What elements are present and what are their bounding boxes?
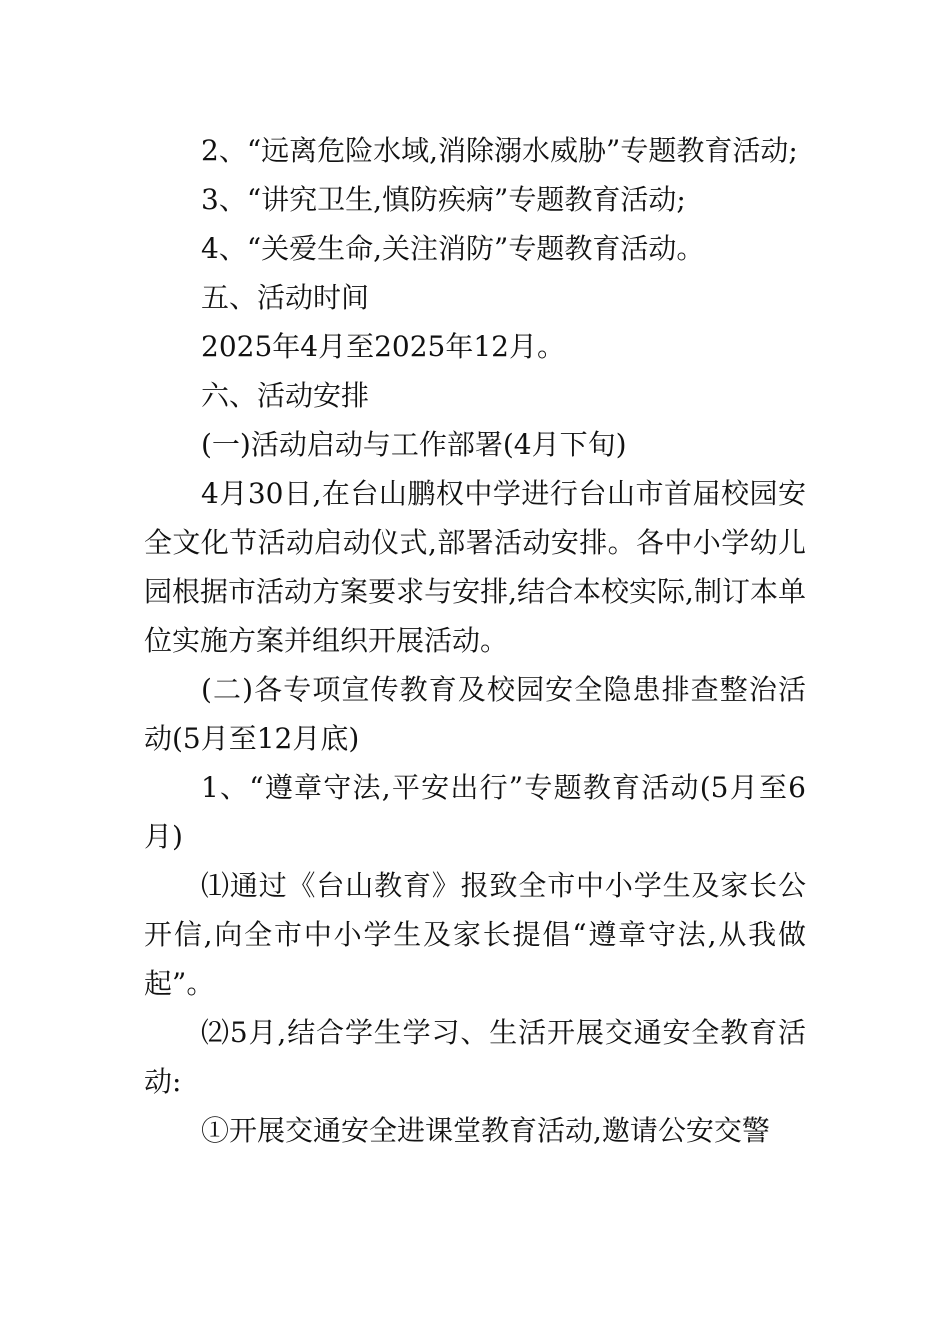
document-body	[144, 126, 806, 1155]
paragraph-item-fire-safety: 4、“关爱生命,关注消防”专题教育活动。	[201, 232, 705, 265]
subsection-heading-special-campaigns: (二)各专项宣传教育及校园安全隐患排查整治活动(5月至12月底)	[144, 673, 806, 755]
paragraph-classroom-education: ①开展交通安全进课堂教育活动,邀请公安交警	[201, 1114, 770, 1147]
section-heading-activity-time: 五、活动时间	[201, 281, 370, 314]
paragraph-launch-details: 4月30日,在台山鹏权中学进行台山市首届校园安全文化节活动启动仪式,部署活动安排。各中小学幼儿园根据市活动方案要求与安排,结合本校实际,制订本单位实施方案并组织开展活动。	[144, 477, 806, 657]
activity-time-range: 2025年4月至2025年12月。	[201, 330, 565, 363]
subsection-heading-launch: (一)活动启动与工作部署(4月下旬)	[201, 428, 627, 461]
section-heading-activity-arrangement: 六、活动安排	[201, 379, 370, 412]
paragraph-item-traffic-safety: 1、“遵章守法,平安出行”专题教育活动(5月至6月)	[144, 771, 806, 853]
paragraph-open-letter: ⑴通过《台山教育》报致全市中小学生及家长公开信,向全市中小学生及家长提倡“遵章守法,从我做起”。	[144, 869, 806, 1000]
paragraph-may-activities: ⑵5月,结合学生学习、生活开展交通安全教育活动:	[144, 1016, 806, 1098]
paragraph-item-drowning-prevention: 2、“远离危险水域,消除溺水威胁”专题教育活动;	[201, 134, 798, 167]
paragraph-item-hygiene: 3、“讲究卫生,慎防疾病”专题教育活动;	[201, 183, 686, 216]
